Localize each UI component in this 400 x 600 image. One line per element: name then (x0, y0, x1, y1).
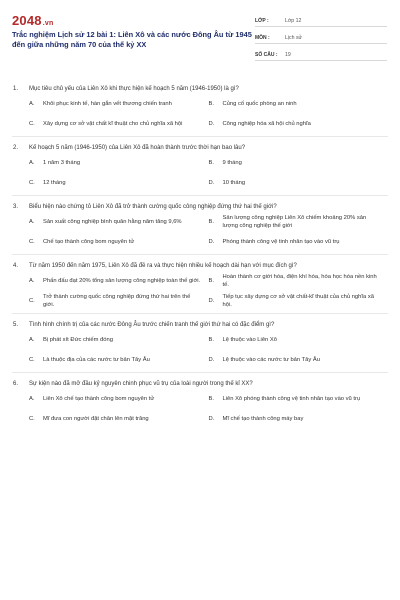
question-text-row (12, 139, 388, 153)
answer-text: Củng cố quốc phòng an ninh (222, 100, 297, 107)
question-text: Từ năm 1950 đến năm 1975, Liên Xô đã đề ra và thực hiện nhiều kế hoạch dài hạn với mục đích gì? (29, 263, 297, 269)
question-number: 2. (13, 145, 19, 151)
info-label: LỚP : (255, 18, 269, 24)
question-4 (12, 257, 388, 314)
answer-letter: B. (208, 395, 214, 402)
answer-option-a[interactable] (29, 212, 209, 232)
answer-option-d[interactable] (209, 232, 389, 252)
page-header (12, 12, 388, 80)
answer-text: 12 tháng (43, 179, 66, 186)
answer-letter: D. (208, 238, 215, 245)
answer-option-c[interactable] (29, 291, 209, 311)
answer-option-c[interactable] (29, 173, 209, 193)
question-1 (12, 80, 388, 137)
question-number: 6. (13, 381, 19, 387)
question-text: Biểu hiện nào chứng tỏ Liên Xô đã trở thành cường quốc công nghiệp đứng thứ hai thế giới? (29, 204, 277, 210)
divider (12, 254, 388, 255)
answer-text: Liên Xô phóng thành công vệ tinh nhân tạo vào vũ trụ (222, 395, 361, 402)
answer-text: 10 tháng (222, 179, 246, 186)
question-2 (12, 139, 388, 196)
answer-option-b[interactable] (209, 94, 389, 114)
answer-letter: C. (29, 179, 35, 186)
answer-option-d[interactable] (209, 409, 389, 429)
answer-option-c[interactable] (29, 114, 209, 134)
answer-letter: D. (208, 356, 215, 363)
answer-option-d[interactable] (209, 173, 389, 193)
answer-text: Mĩ chế tạo thành công máy bay (222, 415, 304, 422)
info-label: MÔN : (255, 35, 270, 41)
answer-text: Hoàn thành cơ giới hóa, điện khí hóa, hóa học hóa nền kinh tế. (222, 273, 377, 288)
answer-list (12, 389, 388, 429)
answer-text: Bị phát xít Đức chiếm đóng (43, 336, 113, 343)
answer-letter: B. (208, 159, 214, 166)
answer-option-a[interactable] (29, 389, 209, 409)
answer-text: Chế tạo thành công bom nguyên tử (43, 238, 135, 245)
answer-option-b[interactable] (209, 389, 389, 409)
answer-letter: A. (29, 395, 35, 402)
answer-list (12, 212, 388, 252)
answer-list (12, 330, 388, 370)
answer-text: Liên Xô chế tạo thành công bom nguyên tử (43, 395, 155, 402)
divider (12, 372, 388, 373)
answer-text: Công nghiệp hóa xã hội chủ nghĩa (222, 120, 311, 127)
answer-letter: C. (29, 238, 35, 245)
answer-list (12, 271, 388, 311)
question-text-row (12, 257, 388, 271)
answer-option-b[interactable] (209, 153, 389, 173)
answer-option-a[interactable] (29, 330, 209, 350)
logo-main: 2048 (12, 13, 42, 28)
answer-option-b[interactable] (209, 330, 389, 350)
answer-text: Sản xuất công nghiệp bình quân hằng năm tăng 9,6% (43, 218, 182, 225)
answer-letter: D. (208, 297, 215, 304)
answer-text: 1 năm 3 tháng (43, 159, 81, 166)
answer-text: Lệ thuộc vào các nước tư bản Tây Âu (222, 356, 320, 363)
answer-option-b[interactable] (209, 212, 389, 232)
question-3 (12, 198, 388, 255)
answer-text: Lệ thuộc vào Liên Xô (222, 336, 277, 343)
answer-letter: A. (29, 277, 35, 284)
answer-text: Mĩ đưa con người đặt chân lên mặt trăng (43, 415, 149, 422)
answer-option-c[interactable] (29, 350, 209, 370)
answer-option-d[interactable] (209, 114, 389, 134)
question-number: 1. (13, 86, 19, 92)
answer-letter: A. (29, 218, 35, 225)
question-text: Tình hình chính trị của các nước Đông Âu trước chiến tranh thế giới thứ hai có đặc điểm gì? (29, 322, 275, 328)
question-text-row (12, 375, 388, 389)
quiz-info-panel (255, 15, 387, 66)
quiz-page (12, 12, 388, 600)
page-title: Trắc nghiệm Lịch sử 12 bài 1: Liên Xô và các nước Đông Âu từ 1945 đến giữa những năm 70 của thế kỷ XX (12, 30, 252, 49)
answer-letter: D. (208, 179, 215, 186)
question-6 (12, 375, 388, 429)
answer-letter: C. (29, 415, 35, 422)
question-text: Mục tiêu chủ yếu của Liên Xô khi thực hiện kế hoạch 5 năm (1946-1950) là gì? (29, 86, 239, 92)
answer-letter: B. (208, 218, 214, 225)
answer-letter: A. (29, 100, 35, 107)
answer-option-c[interactable] (29, 409, 209, 429)
logo-suffix: .vn (42, 20, 54, 27)
answer-list (12, 94, 388, 134)
answer-option-b[interactable] (209, 271, 389, 291)
answer-letter: A. (29, 159, 35, 166)
info-row-subject (255, 32, 387, 44)
answer-letter: A. (29, 336, 35, 343)
question-number: 4. (13, 263, 19, 269)
divider (12, 195, 388, 196)
answer-text: Phóng thành công vệ tinh nhân tạo vào vũ trụ (222, 238, 340, 245)
info-value: Lớp 12 (285, 18, 302, 24)
info-value: Lịch sử (285, 35, 303, 41)
answer-text: Tiếp tục xây dựng cơ sở vật chất-kĩ thuật của chủ nghĩa xã hội. (222, 293, 374, 308)
divider (12, 313, 388, 314)
answer-text: Phấn đấu đạt 20% tổng sản lượng công nghiệp toàn thế giới. (43, 277, 201, 284)
site-logo[interactable] (12, 13, 53, 28)
question-text: Kế hoạch 5 năm (1946-1950) của Liên Xô đã hoàn thành trước thời hạn bao lâu? (29, 145, 246, 151)
answer-option-d[interactable] (209, 291, 389, 311)
question-number: 3. (13, 204, 19, 210)
answer-letter: C. (29, 120, 35, 127)
question-text-row (12, 80, 388, 94)
info-row-count (255, 49, 387, 61)
question-text-row (12, 198, 388, 212)
question-text: Sự kiện nào đã mở đầu kỷ nguyên chinh phục vũ trụ của loài người trong thế kỉ XX? (29, 381, 253, 387)
answer-letter: B. (208, 100, 214, 107)
info-row-class (255, 15, 387, 27)
answer-text: Khôi phục kinh tế, hàn gắn vết thương chiến tranh (43, 100, 172, 107)
answer-option-a[interactable] (29, 153, 209, 173)
answer-letter: D. (208, 415, 215, 422)
answer-option-a[interactable] (29, 94, 209, 114)
answer-text: Xây dựng cơ sở vật chất kĩ thuật cho chủ nghĩa xã hội (43, 120, 183, 127)
question-number: 5. (13, 322, 19, 328)
answer-letter: C. (29, 356, 35, 363)
answer-option-a[interactable] (29, 271, 209, 291)
answer-letter: B. (208, 277, 214, 284)
divider (12, 136, 388, 137)
answer-list (12, 153, 388, 193)
answer-text: Trở thành cường quốc công nghiệp đứng thứ hai trên thế giới. (43, 293, 191, 308)
answer-letter: C. (29, 297, 35, 304)
answer-letter: B. (208, 336, 214, 343)
question-5 (12, 316, 388, 373)
question-text-row (12, 316, 388, 330)
answer-text: 9 tháng (222, 159, 242, 166)
answer-letter: D. (208, 120, 215, 127)
answer-text: Sản lượng công nghiệp Liên Xô chiếm khoảng 20% sản lượng công nghiệp thế giới (222, 214, 367, 229)
answer-option-c[interactable] (29, 232, 209, 252)
answer-text: Là thuộc địa của các nước tư bản Tây Âu (43, 356, 150, 363)
info-label: SỐ CÂU : (255, 52, 278, 58)
info-value: 19 (285, 52, 291, 58)
answer-option-d[interactable] (209, 350, 389, 370)
